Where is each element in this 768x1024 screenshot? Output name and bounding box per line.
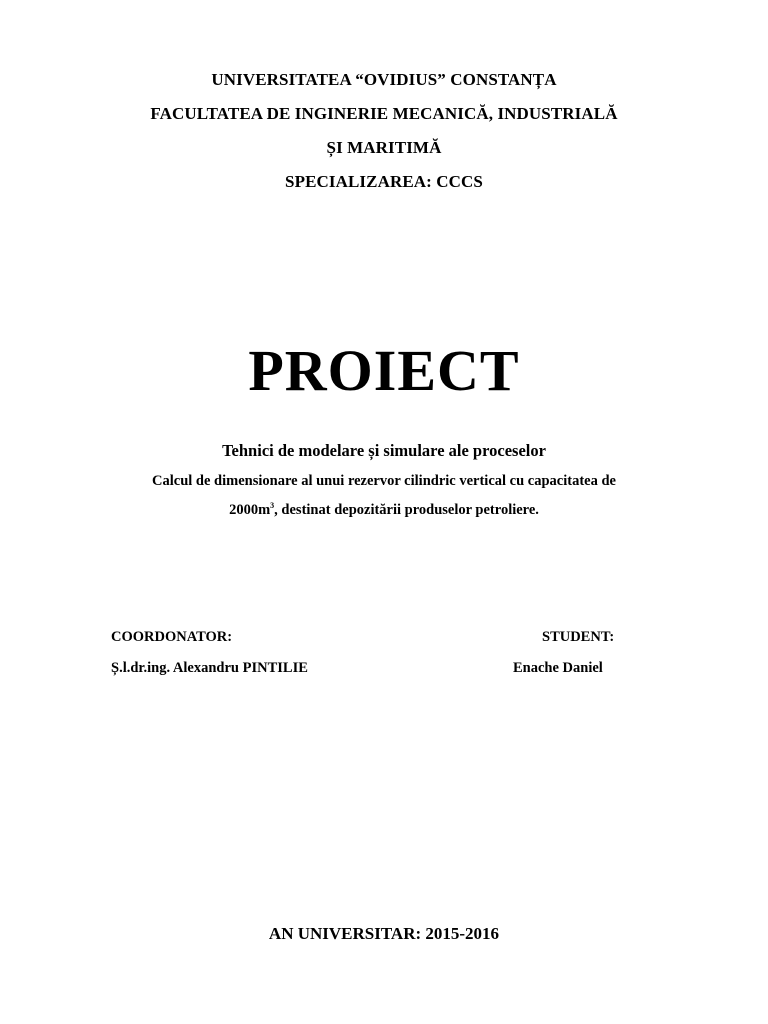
specialization: SPECIALIZAREA: CCCS [285,172,483,191]
university-name: UNIVERSITATEA “OVIDIUS” CONSTANȚA [211,70,557,89]
coordinator-name: Ș.l.dr.ing. Alexandru PINTILIE [111,660,308,676]
description-unit-exponent: 3 [270,501,275,511]
project-title: PROIECT [248,338,520,403]
description-purpose: , destinat depozitării produselor petroliere. [274,502,539,518]
project-description-line1: Calcul de dimensionare al unui rezervor cilindric vertical cu capacitatea de [152,473,616,489]
student-name: Enache Daniel [513,660,603,676]
coordinator-label: COORDONATOR: [111,629,233,645]
faculty-name-line2: ȘI MARITIMĂ [326,138,442,157]
faculty-name-line1: FACULTATEA DE INGINERIE MECANICĂ, INDUSTRIALĂ [150,104,618,123]
student-label: STUDENT: [542,629,615,645]
description-volume: 2000m [229,502,271,518]
project-subtitle: Tehnici de modelare și simulare ale proceselor [222,441,546,460]
academic-year: AN UNIVERSITAR: 2015-2016 [268,924,500,943]
project-description-line2 [0,502,768,519]
